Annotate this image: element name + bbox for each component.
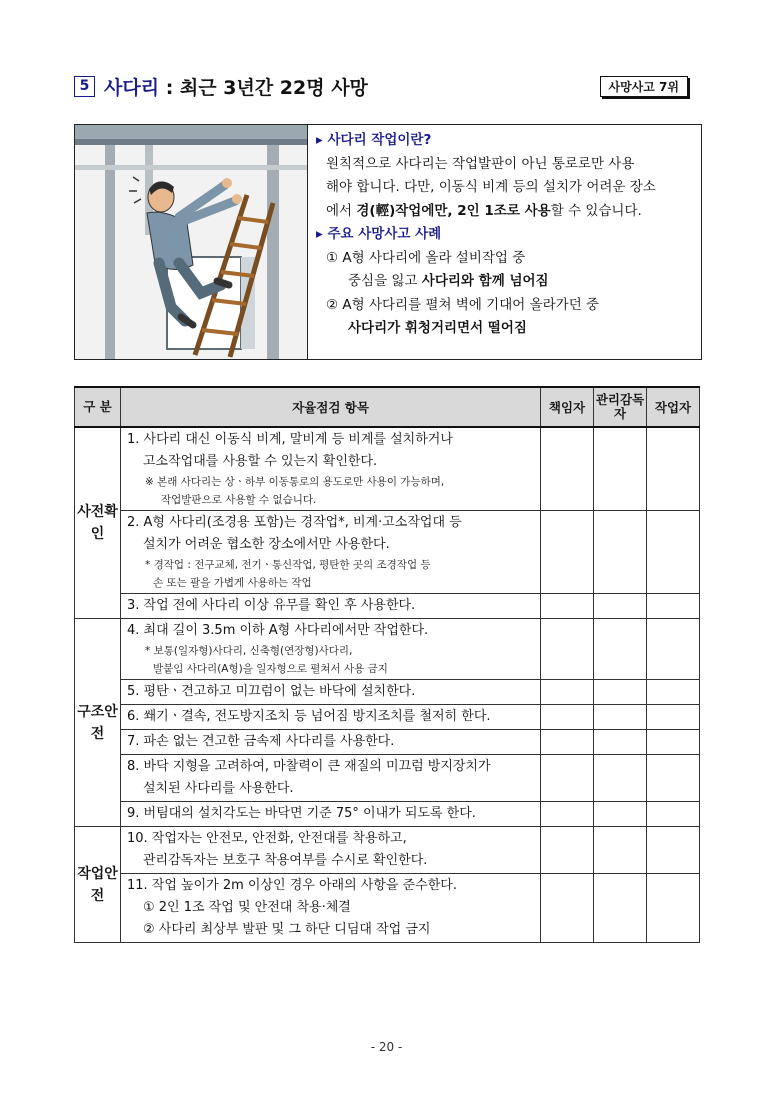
- table-row: [75, 755, 700, 802]
- check-cell-worker[interactable]: [647, 874, 700, 943]
- check-cell-responsible[interactable]: [541, 755, 594, 802]
- check-cell-responsible[interactable]: [541, 594, 594, 619]
- item-1-line-a: 1. 사다리 대신 이동식 비계, 말비계 등 비계를 설치하거나: [127, 432, 453, 447]
- check-cell-supervisor[interactable]: [594, 755, 647, 802]
- item-10-line-b: 관리감독자는 보호구 착용여부를 수시로 확인한다.: [143, 853, 428, 868]
- group-label-work-safety: 작업안전: [75, 827, 121, 943]
- case-2-line-2: [316, 317, 696, 341]
- check-cell-worker[interactable]: [647, 827, 700, 874]
- table-row: [75, 594, 700, 619]
- check-cell-supervisor[interactable]: [594, 511, 647, 594]
- check-cell-supervisor[interactable]: [594, 427, 647, 511]
- check-cell-responsible[interactable]: [541, 827, 594, 874]
- check-cell-supervisor[interactable]: [594, 730, 647, 755]
- what-is-heading: ▸ 사다리 작업이란?: [316, 132, 432, 148]
- item-1-note-b: 작업발판으로 사용할 수 없습니다.: [161, 494, 317, 506]
- check-cell-worker[interactable]: [647, 511, 700, 594]
- header-item: 자율점검 항목: [121, 387, 541, 427]
- check-cell-worker[interactable]: [647, 427, 700, 511]
- rank-badge: 사망사고 7위: [600, 76, 689, 97]
- check-item-9: 9. 버팀대의 설치각도는 바닥면 기준 75° 이내가 되도록 한다.: [121, 802, 541, 827]
- item-4-line: 4. 최대 길이 3.5m 이하 A형 사다리에서만 작업한다.: [127, 623, 429, 638]
- item-8-line-a: 8. 바닥 지형을 고려하여, 마찰력이 큰 재질의 미끄럼 방지장치가: [127, 759, 491, 774]
- item-1-line-b: 고소작업대를 사용할 수 있는지 확인한다.: [143, 454, 378, 469]
- table-row: [75, 827, 700, 874]
- check-cell-responsible[interactable]: [541, 874, 594, 943]
- item-4-note-a: * 보통(일자형)사다리, 신축형(연장형)사다리,: [145, 645, 353, 657]
- item-1-note-a: ※ 본래 사다리는 상ㆍ하부 이동통로의 용도로만 사용이 가능하며,: [145, 476, 445, 488]
- item-2-note-a: * 경작업 : 전구교체, 전기ㆍ통신작업, 평탄한 곳의 조경작업 등: [145, 559, 431, 571]
- what-is-line-3-pre: 에서: [326, 202, 353, 219]
- what-is-line-3-post: 할 수 있습니다.: [550, 202, 642, 219]
- header-responsible: 책임자: [541, 387, 594, 427]
- title-subject: 사다리: [104, 77, 160, 99]
- title-separator: :: [165, 77, 174, 99]
- ladder-fall-illustration: [75, 125, 308, 359]
- check-cell-worker[interactable]: [647, 594, 700, 619]
- header-supervisor: 관리감독자: [594, 387, 647, 427]
- check-cell-supervisor[interactable]: [594, 680, 647, 705]
- header-worker: 작업자: [647, 387, 700, 427]
- header-category: 구 분: [75, 387, 121, 427]
- table-row: [75, 511, 700, 594]
- cases-heading-text: 주요 사망사고 사례: [327, 226, 442, 242]
- table-row: [75, 680, 700, 705]
- item-11-sub-1: ① 2인 1조 작업 및 안전대 착용·체결: [143, 900, 351, 915]
- check-item-8: [121, 755, 541, 802]
- check-item-5: 5. 평탄ㆍ견고하고 미끄럼이 없는 바닥에 설치한다.: [121, 680, 541, 705]
- what-is-heading-text: 사다리 작업이란?: [327, 132, 432, 148]
- table-row: [75, 802, 700, 827]
- table-row: [75, 619, 700, 680]
- group-label-structure: 구조안전: [75, 619, 121, 827]
- cases-heading: ▸ 주요 사망사고 사례: [316, 226, 442, 242]
- title-stat: 최근 3년간 22명 사망: [179, 77, 368, 99]
- check-item-4: [121, 619, 541, 680]
- check-cell-worker[interactable]: [647, 619, 700, 680]
- case-2-line-1: ② A형 사다리를 펼쳐 벽에 기대어 올라가던 중: [326, 296, 600, 313]
- case-1-line-2-pre: 중심을 잃고: [348, 273, 418, 289]
- check-cell-worker[interactable]: [647, 755, 700, 802]
- check-item-3: 3. 작업 전에 사다리 이상 유무를 확인 후 사용한다.: [121, 594, 541, 619]
- check-cell-worker[interactable]: [647, 705, 700, 730]
- section-title: [104, 73, 368, 100]
- what-is-line-3: [316, 200, 696, 224]
- case-1-line-2: [316, 270, 696, 294]
- check-cell-supervisor[interactable]: [594, 594, 647, 619]
- check-item-1: [121, 427, 541, 511]
- table-row: [75, 874, 700, 943]
- check-cell-supervisor[interactable]: [594, 705, 647, 730]
- hero-info: [316, 129, 696, 341]
- hero-panel: [74, 124, 702, 360]
- check-item-10: [121, 827, 541, 874]
- check-cell-responsible[interactable]: [541, 619, 594, 680]
- check-cell-responsible[interactable]: [541, 730, 594, 755]
- check-item-7: 7. 파손 없는 견고한 금속제 사다리를 사용한다.: [121, 730, 541, 755]
- group-label-precheck: 사전확인: [75, 427, 121, 619]
- check-item-6: 6. 쐐기ㆍ결속, 전도방지조치 등 넘어짐 방지조치를 철저히 한다.: [121, 705, 541, 730]
- check-item-2: [121, 511, 541, 594]
- table-row: [75, 427, 700, 511]
- check-cell-worker[interactable]: [647, 680, 700, 705]
- item-10-line-a: 10. 작업자는 안전모, 안전화, 안전대를 착용하고,: [127, 831, 407, 846]
- item-11-line: 11. 작업 높이가 2m 이상인 경우 아래의 사항을 준수한다.: [127, 878, 457, 893]
- item-8-line-b: 설치된 사다리를 사용한다.: [143, 781, 294, 796]
- check-cell-worker[interactable]: [647, 730, 700, 755]
- table-header-row: [75, 387, 700, 427]
- section-number: 5: [74, 76, 95, 97]
- what-is-line-3-bold: 경(輕)작업에만, 2인 1조로 사용: [356, 202, 551, 219]
- case-1-line-1: ① A형 사다리에 올라 설비작업 중: [326, 249, 526, 266]
- check-cell-responsible[interactable]: [541, 511, 594, 594]
- item-4-note-b: 발붙임 사다리(A형)을 일자형으로 펼쳐서 사용 금지: [153, 663, 388, 675]
- check-cell-supervisor[interactable]: [594, 619, 647, 680]
- check-cell-responsible[interactable]: [541, 680, 594, 705]
- item-2-note-b: 손 또는 팔을 가볍게 사용하는 작업: [153, 577, 312, 589]
- table-row: [75, 730, 700, 755]
- table-row: [75, 705, 700, 730]
- self-check-table: [74, 386, 700, 943]
- check-item-11: [121, 874, 541, 943]
- check-cell-worker[interactable]: [647, 802, 700, 827]
- check-cell-responsible[interactable]: [541, 705, 594, 730]
- case-2-line-2-bold: 사다리가 휘청거리면서 떨어짐: [348, 320, 527, 336]
- item-2-line-b: 설치가 어려운 협소한 장소에서만 사용한다.: [143, 537, 390, 552]
- page-number: - 20 -: [370, 1040, 403, 1054]
- what-is-line-2: 해야 합니다. 다만, 이동식 비계 등의 설치가 어려운 장소: [326, 179, 656, 195]
- case-1-line-2-bold: 사다리와 함께 넘어짐: [421, 273, 549, 289]
- item-11-sub-2: ② 사다리 최상부 발판 및 그 하단 디딤대 작업 금지: [143, 922, 431, 937]
- check-cell-supervisor[interactable]: [594, 874, 647, 943]
- check-cell-supervisor[interactable]: [594, 802, 647, 827]
- check-cell-responsible[interactable]: [541, 427, 594, 511]
- item-2-line-a: 2. A형 사다리(조경용 포함)는 경작업*, 비계·고소작업대 등: [127, 515, 462, 530]
- check-cell-responsible[interactable]: [541, 802, 594, 827]
- check-cell-supervisor[interactable]: [594, 827, 647, 874]
- what-is-line-1: 원칙적으로 사다리는 작업발판이 아닌 통로로만 사용: [326, 155, 635, 172]
- section-title-row: [74, 76, 700, 102]
